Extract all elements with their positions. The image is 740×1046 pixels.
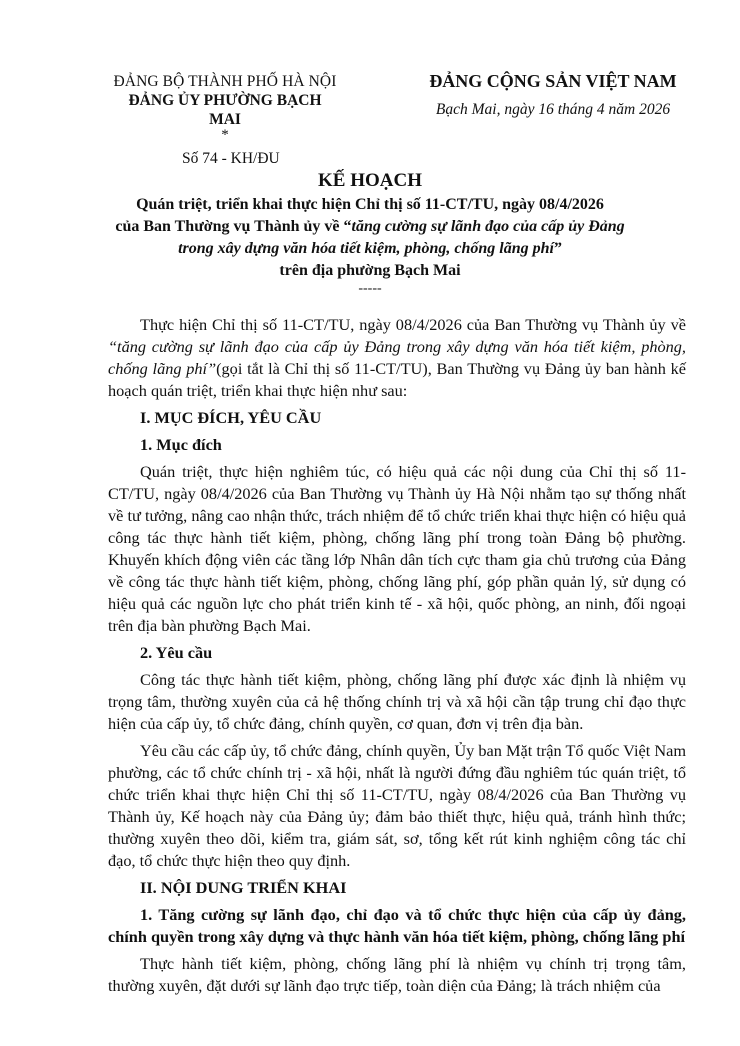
- document-body: [108, 314, 686, 1002]
- subheading-leadership: 1. Tăng cường sự lãnh đạo, chỉ đạo và tổ chức thực hiện của cấp ủy đảng, chính quyền trong xây dựng và thực hành văn hóa tiết kiệm, phòng, chống lãng phí: [108, 905, 686, 946]
- document-type: KẾ HOẠCH: [318, 170, 422, 191]
- paragraph-purpose: Quán triệt, thực hiện nghiêm túc, có hiệu quả các nội dung của Chỉ thị số 11-CT/TU, ngày 08/4/2026 của Ban Thường vụ Thành ủy Hà Nội nhằm tạo sự thống nhất về tư tưởng, nâng cao nhận thức, trách nhiệm để tổ chức triển khai thực hiện có hiệu quả công tác thực hành tiết kiệm, phòng, chống lãng phí trong toàn Đảng bộ phường. Khuyến khích động viên các tầng lớp Nhân dân tích cực tham gia chủ trương của Đảng về công tác thực hành tiết kiệm, phòng, chống lãng phí, góp phần quản lý, sử dụng có hiệu quả các nguồn lực cho phát triển kinh tế - xã hội, quốc phòng, an ninh, đối ngoại trên địa bàn phường Bạch Mai.: [108, 462, 686, 635]
- party-name: ĐẢNG CỘNG SẢN VIỆT NAM: [429, 71, 677, 91]
- document-title: [90, 170, 650, 296]
- party-header: [408, 70, 698, 120]
- paragraph-requirements-2: Yêu cầu các cấp ủy, tổ chức đảng, chính quyền, Ủy ban Mặt trận Tổ quốc Việt Nam phường, các tổ chức chính trị - xã hội, nhất là người đứng đầu nghiêm túc quán triệt, tổ chức triển khai thực hiện Chỉ thị số 11-CT/TU, ngày 08/4/2026 của Ban Thường vụ Thành ủy, Kế hoạch này của Đảng ủy; đảm bảo thiết thực, hiệu quả, tránh hình thức; thường xuyên theo dõi, kiểm tra, giám sát, sơ, tổng kết rút kinh nghiệm công tác chỉ đạo, tổ chức thực hiện theo quy định.: [108, 741, 686, 870]
- paragraph-requirements-1: Công tác thực hành tiết kiệm, phòng, chống lãng phí được xác định là nhiệm vụ trọng tâm, thường xuyên của cả hệ thống chính trị và xã hội cần tập trung chỉ đạo thực hiện của cấp ủy, tổ chức đảng, chính quyền, cơ quan, đơn vị trên địa bàn.: [108, 670, 686, 733]
- title-line-3-suffix: ”: [553, 240, 562, 257]
- intro-italic-quote: “tăng cường sự lãnh đạo của cấp ủy Đảng trong xây dựng văn hóa tiết kiệm, phòng, chống lãng phí”: [108, 337, 686, 378]
- document-number: Số 74 - KH/ĐU: [182, 150, 280, 167]
- intro-paragraph: [108, 314, 686, 402]
- title-line-1: Quán triệt, triển khai thực hiện Chỉ thị số 11-CT/TU, ngày 08/4/2026: [136, 196, 604, 213]
- intro-text-a: Thực hiện Chỉ thị số 11-CT/TU, ngày 08/4/2026 của Ban Thường vụ Thành ủy về: [140, 315, 686, 334]
- title-line-2: [90, 216, 650, 238]
- title-line-3-italic: trong xây dựng văn hóa tiết kiệm, phòng, chống lãng phí: [178, 240, 554, 257]
- intro-text-b: (gọi tắt là Chỉ thị số 11-CT/TU), Ban Thường vụ Đảng ủy ban hành kế hoạch quán triệt, triển khai thực hiện như sau:: [108, 359, 686, 400]
- paragraph-leadership: Thực hành tiết kiệm, phòng, chống lãng phí là nhiệm vụ chính trị trọng tâm, thường xuyên, đặt dưới sự lãnh đạo trực tiếp, toàn diện của Đảng; là trách nhiệm của: [108, 954, 686, 995]
- place-date: Bạch Mai, ngày 16 tháng 4 năm 2026: [435, 101, 671, 118]
- title-line-2-prefix: của Ban Thường vụ Thành ủy về “: [115, 218, 352, 235]
- subheading-purpose: 1. Mục đích: [140, 435, 222, 454]
- section-heading-1: I. MỤC ĐÍCH, YÊU CẦU: [140, 408, 322, 427]
- section-heading-2: II. NỘI DUNG TRIỂN KHAI: [140, 878, 347, 897]
- issuing-authority: [112, 72, 338, 168]
- title-line-3: [90, 238, 650, 260]
- title-separator: -----: [358, 281, 382, 296]
- title-line-2-italic: tăng cường sự lãnh đạo của cấp ủy Đảng: [351, 218, 625, 235]
- org-line-2: ĐẢNG ỦY PHƯỜNG BẠCH MAI: [128, 92, 322, 128]
- subheading-requirements: 2. Yêu cầu: [140, 643, 213, 662]
- title-line-4: trên địa phường Bạch Mai: [279, 262, 461, 279]
- star-mark: *: [221, 127, 229, 143]
- org-line-1: ĐẢNG BỘ THÀNH PHỐ HÀ NỘI: [113, 73, 337, 90]
